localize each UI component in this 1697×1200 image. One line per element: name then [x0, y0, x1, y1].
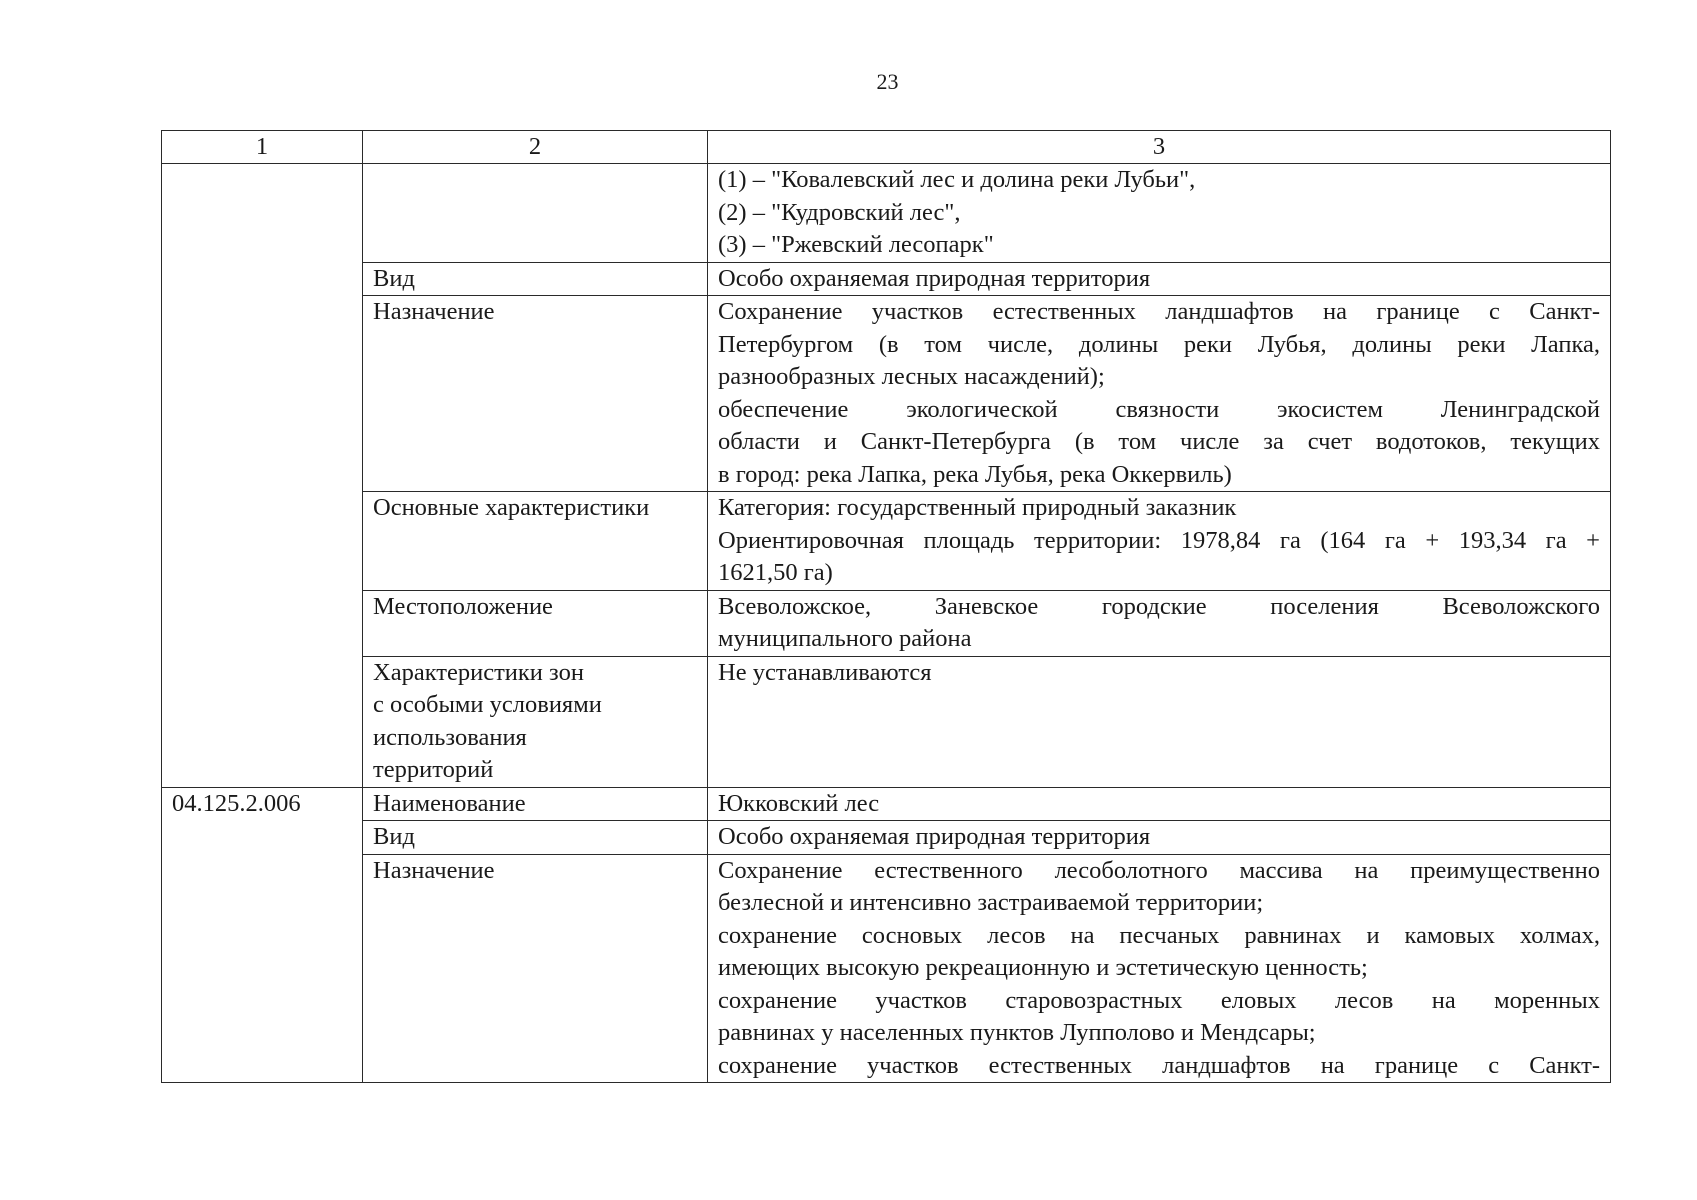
label-line: Характеристики зон: [373, 658, 584, 686]
table-row: [162, 656, 1611, 787]
table-row: [162, 854, 1611, 1083]
value-line: обеспечение экологической связности экосистем Ленинградской: [718, 395, 1600, 423]
value-line: сохранение участков естественных ландшафтов на границе с Санкт-: [718, 1051, 1600, 1079]
object-code: 04.125.2.006: [162, 787, 363, 1083]
value-line: разнообразных лесных насаждений);: [718, 363, 1105, 390]
row-label: Назначение: [363, 296, 708, 492]
row-value: [708, 492, 1611, 591]
document-table: [161, 130, 1611, 1083]
value-line: равнинах у населенных пунктов Лупполово и Мендсары;: [718, 1019, 1316, 1046]
value-line: Особо охраняемая природная территория: [718, 264, 1151, 292]
row-value: [708, 296, 1611, 492]
continuation-line: (3) – "Ржевский лесопарк": [718, 231, 994, 258]
code-cell-empty: [162, 164, 363, 788]
value-line: сохранение сосновых лесов на песчаных равнинах и камовых холмах,: [718, 921, 1600, 949]
column-header-2: 2: [363, 131, 708, 164]
table-row: [162, 296, 1611, 492]
row-label: Основные характеристики: [363, 492, 708, 591]
page-number: 23: [876, 69, 899, 94]
label-line: с особыми условиями: [373, 691, 602, 718]
continuation-line: (1) – "Ковалевский лес и долина реки Лубьи",: [718, 166, 1196, 193]
row-label: Наименование: [363, 787, 708, 821]
value-line: Ориентировочная площадь территории: 1978,84 га (164 га + 193,34 га +: [718, 526, 1600, 554]
row-label: Местоположение: [363, 590, 708, 656]
table-header-row: [162, 131, 1611, 164]
row-value: [708, 262, 1611, 296]
column-header-3: 3: [708, 131, 1611, 164]
row-value: [708, 787, 1611, 821]
value-line: Всеволожское, Заневское городские поселения Всеволожского: [718, 592, 1600, 620]
continuation-line: (2) – "Кудровский лес",: [718, 198, 961, 226]
value-line: Особо охраняемая природная территория: [718, 823, 1151, 850]
value-line: Юкковский лес: [718, 789, 880, 817]
value-line: в город: река Лапка, река Лубья, река Оккервиль): [718, 460, 1232, 488]
row-value: [708, 821, 1611, 855]
value-line: Не устанавливаются: [718, 658, 932, 686]
value-line: имеющих высокую рекреационную и эстетическую ценность;: [718, 954, 1368, 981]
table-row: [162, 590, 1611, 656]
row-value: [708, 590, 1611, 656]
row-label: Вид: [363, 821, 708, 855]
label-line: использования: [373, 723, 527, 751]
value-line: области и Санкт-Петербурга (в том числе за счет водотоков, текущих: [718, 428, 1600, 455]
label-cell-empty: [363, 164, 708, 263]
value-line: Петербургом (в том числе, долины реки Лубья, долины реки Лапка,: [718, 330, 1600, 358]
value-cell: [708, 164, 1611, 263]
row-label: Назначение: [363, 854, 708, 1083]
row-value: [708, 854, 1611, 1083]
table-row: [162, 821, 1611, 855]
row-label: Вид: [363, 262, 708, 296]
value-line: Сохранение участков естественных ландшафтов на границе с Санкт-: [718, 298, 1600, 325]
value-line: Категория: государственный природный заказник: [718, 494, 1237, 521]
table-row: [162, 262, 1611, 296]
column-header-1: 1: [162, 131, 363, 164]
value-line: 1621,50 га): [718, 559, 833, 586]
value-line: сохранение участков старовозрастных еловых лесов на моренных: [718, 986, 1600, 1014]
row-value: [708, 656, 1611, 787]
table-row: [162, 787, 1611, 821]
table-row: [162, 492, 1611, 591]
row-label: [363, 656, 708, 787]
value-line: безлесной и интенсивно застраиваемой территории;: [718, 889, 1264, 916]
value-line: Сохранение естественного лесоболотного массива на преимущественно: [718, 856, 1600, 884]
label-line: территорий: [373, 756, 494, 783]
table-row: [162, 164, 1611, 263]
value-line: муниципального района: [718, 625, 972, 652]
